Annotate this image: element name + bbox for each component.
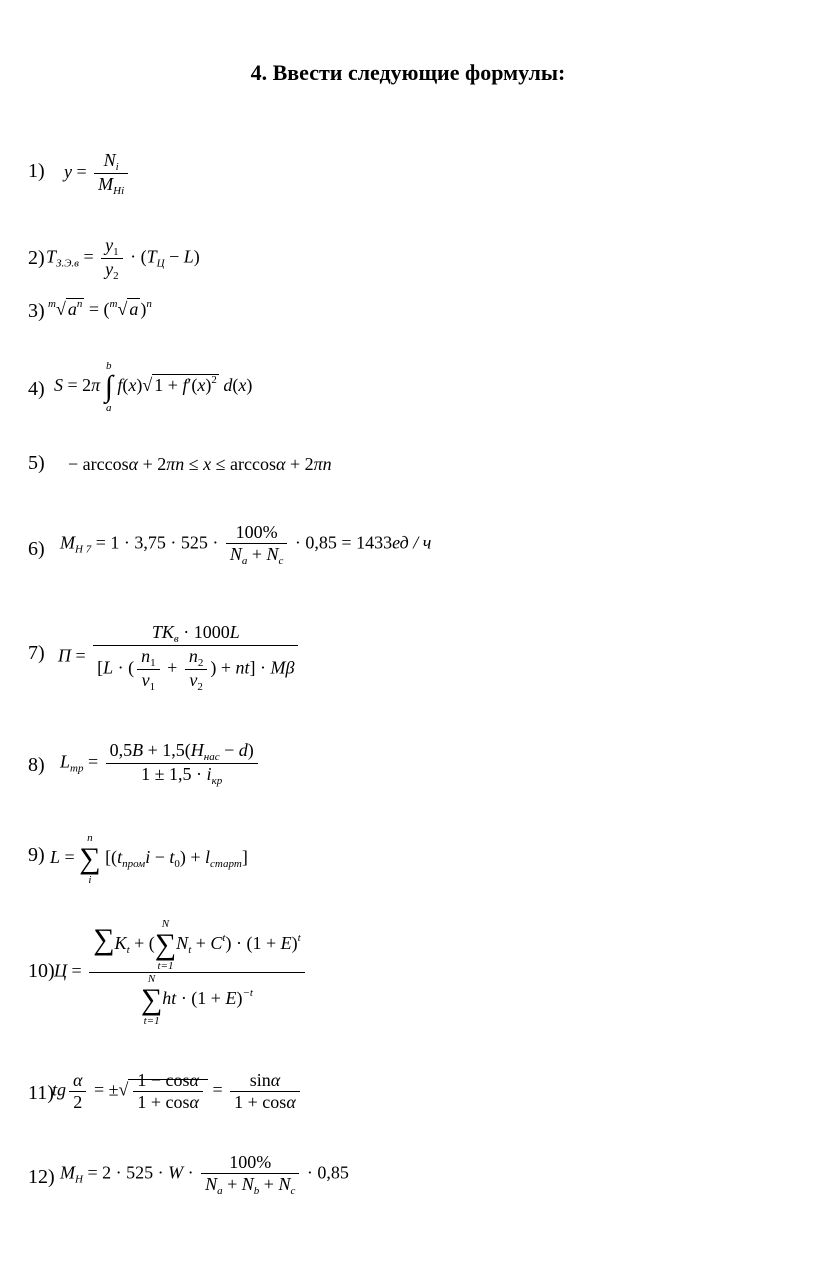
formula-number: 4)	[28, 378, 45, 400]
formula-number: 12)	[28, 1166, 55, 1188]
formula-number: 10)	[28, 960, 55, 982]
formula-body: L = n ∑ i $[(t_{пром}i - t_0) + l_{старт}]$	[50, 832, 248, 886]
formula-number: 8)	[28, 754, 45, 776]
formula-body: $M_H = 2 \cdot 525 \cdot W$ · $\frac{100\%}{N_a + N_b + N_c}$ · 0,85	[60, 1152, 349, 1197]
formula-body: y = $N_i$ $M_{Hi}$	[64, 150, 131, 197]
formula-number: 7)	[28, 642, 45, 664]
formula-body: tg $\frac{\alpha}{2}$ = ±√ $\frac{1 - \cos\alpha}{1 + \cos\alpha}$ = $\frac{\sin\alpha}{1 + \cos\alpha}$	[52, 1070, 303, 1113]
formula-10	[28, 918, 808, 1038]
page-title: 4. Ввести следующие формулы:	[250, 60, 566, 85]
formula-number: 11)	[28, 1082, 54, 1104]
formula-number: 5)	[28, 452, 45, 474]
formula-body: $T_{З.Э.в}$ = $\frac{y_1}{y_2}$ · $(T_Ц - L)$	[46, 235, 200, 282]
formula-number: 3)	[28, 300, 45, 322]
formula-body: Ц = $\sum K_t$ + ( N ∑ t=1 $N_t + C^t) \cdot (1 + E)^t$ N ∑ t=1 ht · $(1 + E)^{-t}$	[54, 918, 308, 1027]
formula-12	[28, 1152, 808, 1272]
formula-body: $^m$√ $a^n = (^m√$ a )$^n$	[48, 298, 152, 319]
formula-body: $L_{тр}$ = $0,5B + 1,5(H_{нас} - d)$ $1 \pm 1,5 \cdot i_{кр}$	[60, 740, 261, 787]
formula-number: 9)	[28, 844, 45, 866]
formula-number: 1)	[28, 160, 45, 182]
formula-body: S = 2π b ∫ a f(x)√ $1 + f'(x)^2$ d(x)	[54, 360, 253, 414]
formula-7	[28, 622, 808, 742]
formula-body: П = $TK_в \cdot 1000L$ [L · ( $\frac{n_1}{v_1}$ + $\frac{n_2}{v_2}$ ) + nt] · Mβ	[58, 622, 301, 693]
formula-body: − arccosα + 2πn ≤ x ≤ arccosα + 2πn	[68, 454, 332, 474]
formula-number: 2)	[28, 247, 45, 269]
formula-body: $M_{H 7} = 1 \cdot 3,75 \cdot 525$ · $\frac{100\%}{N_a + N_c}$ · 0,85 = 1433ед / ч	[60, 522, 432, 567]
formula-number: 6)	[28, 538, 45, 560]
